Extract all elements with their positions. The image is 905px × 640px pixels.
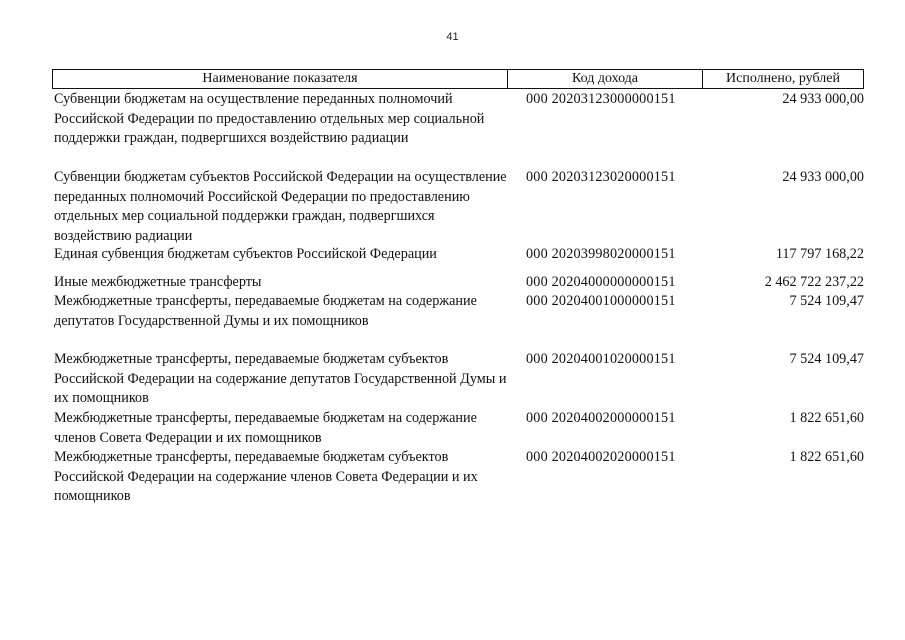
- row-code: 000 20204001020000151: [526, 351, 676, 367]
- row-code: 000 20204002000000151: [526, 410, 676, 426]
- header-code: Код дохода: [508, 70, 703, 88]
- row-name: Субвенции бюджетам субъектов Российской Федерации на осуществление переданных полномочий Российской Федерации по предоставлению отдельных мер социальной поддержки граждан, подвергшихся воздействию радиации: [54, 169, 507, 244]
- row-amount: 1 822 651,60: [789, 410, 864, 426]
- row-name: Иные межбюджетные трансферты: [54, 274, 262, 290]
- row-name: Межбюджетные трансферты, передаваемые бюджетам субъектов Российской Федерации на содержание членов Совета Федерации и их помощников: [54, 449, 478, 504]
- row-name: Межбюджетные трансферты, передаваемые бюджетам субъектов Российской Федерации на содержание депутатов Государственной Думы и их помощников: [54, 351, 507, 406]
- row-amount: 24 933 000,00: [782, 169, 864, 185]
- header-amount: Исполнено, рублей: [726, 71, 840, 86]
- row-code: 000 20203123020000151: [526, 169, 676, 185]
- row-code: 000 20204001000000151: [526, 293, 676, 309]
- row-amount: 2 462 722 237,22: [764, 274, 864, 290]
- page-number: 41: [446, 31, 459, 43]
- row-amount: 117 797 168,22: [775, 246, 864, 262]
- row-name: Единая субвенция бюджетам субъектов Российской Федерации: [54, 246, 437, 262]
- row-code: 000 20204002020000151: [526, 449, 676, 465]
- header-name: Наименование показателя: [53, 70, 508, 88]
- row-name: Межбюджетные трансферты, передаваемые бюджетам на содержание членов Совета Федерации и их помощников: [54, 410, 477, 446]
- row-amount: 7 524 109,47: [789, 293, 864, 309]
- row-amount: 7 524 109,47: [789, 351, 864, 367]
- row-amount: 24 933 000,00: [782, 91, 864, 107]
- row-code: 000 20203123000000151: [526, 91, 676, 107]
- table-header: [52, 69, 864, 89]
- row-name: Межбюджетные трансферты, передаваемые бюджетам на содержание депутатов Государственной Думы и их помощников: [54, 293, 477, 329]
- row-code: 000 20204000000000151: [526, 274, 676, 290]
- row-name: Субвенции бюджетам на осуществление переданных полномочий Российской Федерации по предоставлению отдельных мер социальной поддержки граждан, подвергшихся воздействию радиации: [54, 91, 485, 146]
- row-code: 000 20203998020000151: [526, 246, 676, 262]
- row-amount: 1 822 651,60: [789, 449, 864, 465]
